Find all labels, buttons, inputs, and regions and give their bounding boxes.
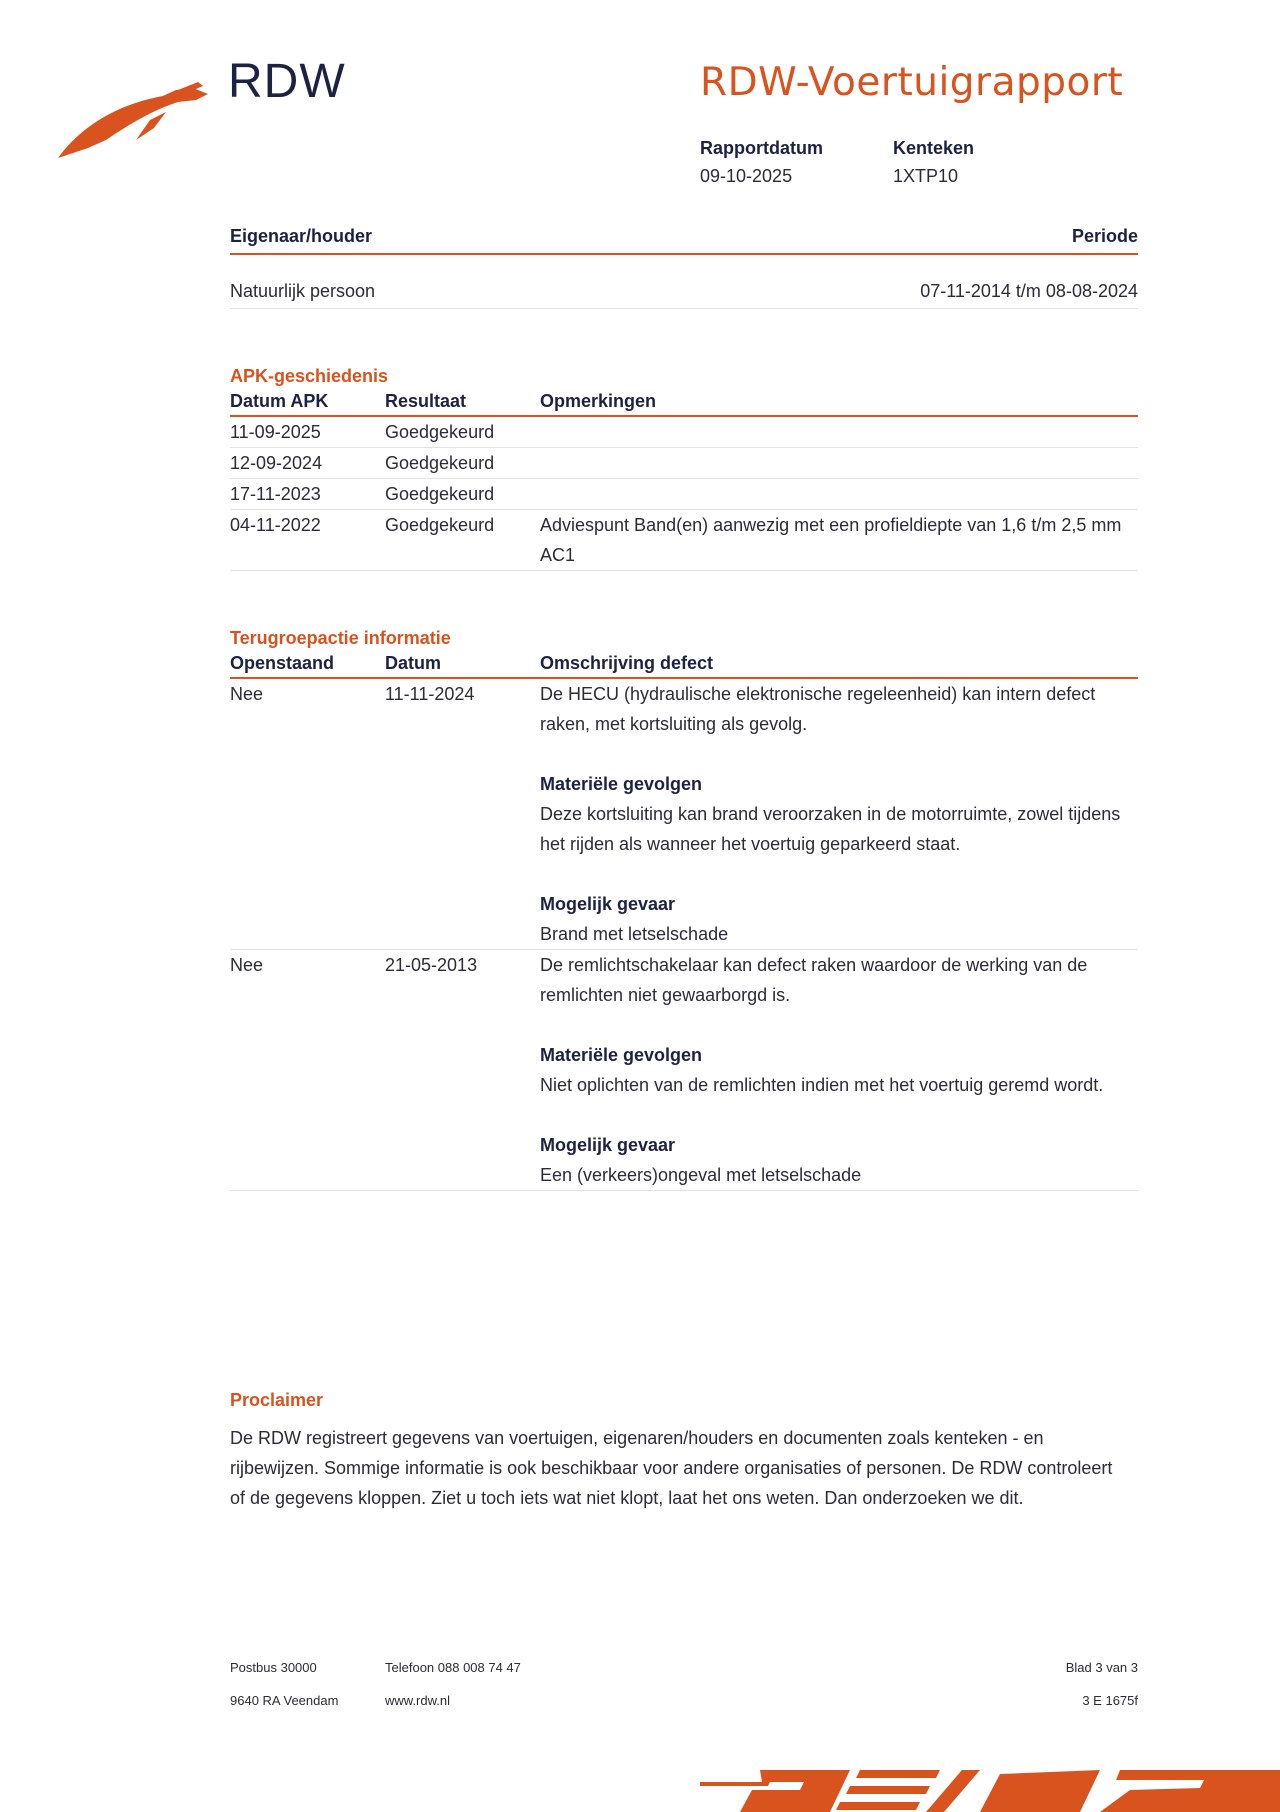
apk-date: 04-11-2022: [230, 515, 321, 535]
apk-remarks: [540, 417, 1138, 447]
recall-danger: Brand met letselschade: [540, 924, 729, 944]
apk-date: 17-11-2023: [230, 484, 321, 504]
plate-label: Kenteken: [893, 138, 975, 158]
recall-open: Nee: [230, 955, 264, 975]
recall-date: 11-11-2024: [385, 684, 475, 704]
danger-heading: Mogelijk gevaar: [540, 1135, 676, 1155]
period-label: Periode: [1071, 226, 1138, 246]
plate-value: 1XTP10: [893, 166, 959, 186]
disclaimer-title: Proclaimer: [230, 1390, 324, 1410]
report-date-value: 09-10-2025: [700, 166, 793, 186]
recall-open: Nee: [230, 684, 264, 704]
footer-phone: Telefoon 088 008 74 47: [385, 1660, 521, 1675]
apk-column-headers: [230, 391, 1138, 417]
apk-col-remarks: Opmerkingen: [540, 391, 657, 411]
apk-date: 11-09-2025: [230, 422, 321, 442]
table-row: [230, 510, 1138, 571]
apk-remarks: [540, 479, 1138, 509]
report-title: RDW-Voertuigrapport: [700, 60, 1124, 105]
apk-remarks: [540, 448, 1138, 478]
recall-col-description: Omschrijving defect: [540, 653, 714, 673]
rdw-footer-stripes-icon: [700, 1750, 1280, 1812]
owner-section: [230, 226, 1138, 309]
disclaimer-text: De RDW registreert gegevens van voertuigen, eigenaren/houders en documenten zoals kenteken - en rijbewijzen. Sommige informatie is ook beschikbaar voor andere organisaties of personen. De RDW controleert of de gegevens kloppen. Ziet u toch iets wat niet klopt, laat het ons weten. Dan onderzoeken we dit.: [230, 1428, 1113, 1508]
apk-section: [230, 366, 1138, 571]
recall-column-headers: [230, 653, 1138, 679]
apk-result: Goedgekeurd: [385, 515, 495, 535]
recall-col-open: Openstaand: [230, 653, 335, 673]
recall-consequences: Niet oplichten van de remlichten indien met het voertuig geremd wordt.: [540, 1075, 1104, 1095]
apk-result: Goedgekeurd: [385, 422, 495, 442]
recall-date: 21-05-2013: [385, 955, 478, 975]
disclaimer-section: [230, 1390, 1130, 1513]
footer-city: 9640 RA Veendam: [230, 1693, 339, 1708]
owner-header-row: [230, 226, 1138, 255]
recall-description: De HECU (hydraulische elektronische regeleenheid) kan intern defect raken, met kortsluiting als gevolg.: [540, 684, 1096, 734]
recall-consequences: Deze kortsluiting kan brand veroorzaken in de motorruimte, zowel tijdens het rijden als wanneer het voertuig geparkeerd staat.: [540, 804, 1121, 854]
recall-section: [230, 628, 1138, 1191]
owner-type: Natuurlijk persoon: [230, 281, 376, 301]
table-row: [230, 448, 1138, 479]
footer-code: 3 E 1675f: [1082, 1693, 1138, 1708]
apk-remarks: Adviespunt Band(en) aanwezig met een profieldiepte van 1,6 t/m 2,5 mm AC1: [540, 515, 1122, 565]
danger-heading: Mogelijk gevaar: [540, 894, 676, 914]
consequences-heading: Materiële gevolgen: [540, 774, 703, 794]
recall-danger: Een (verkeers)ongeval met letselschade: [540, 1165, 862, 1185]
table-row: [230, 479, 1138, 510]
report-date-label: Rapportdatum: [700, 138, 823, 158]
recall-details: [540, 679, 1138, 949]
apk-result: Goedgekeurd: [385, 484, 495, 504]
apk-date: 12-09-2024: [230, 453, 323, 473]
brand-name: RDW: [228, 55, 346, 108]
recall-col-date: Datum: [385, 653, 442, 673]
apk-col-result: Resultaat: [385, 391, 467, 411]
apk-col-date: Datum APK: [230, 391, 329, 411]
rdw-logo-icon: [58, 80, 208, 162]
consequences-heading: Materiële gevolgen: [540, 1045, 703, 1065]
footer-postbus: Postbus 30000: [230, 1660, 317, 1675]
table-row: [230, 679, 1138, 950]
apk-result: Goedgekeurd: [385, 453, 495, 473]
table-row: [230, 417, 1138, 448]
footer-page-number: Blad 3 van 3: [1065, 1660, 1138, 1675]
table-row: [230, 950, 1138, 1191]
recall-details: [540, 950, 1138, 1190]
recall-description: De remlichtschakelaar kan defect raken waardoor de werking van de remlichten niet gewaarborgd is.: [540, 955, 1088, 1005]
footer-website-link[interactable]: www.rdw.nl: [385, 1693, 451, 1708]
owner-row: [230, 255, 1138, 309]
recall-title: Terugroepactie informatie: [230, 628, 451, 648]
apk-title: APK-geschiedenis: [230, 366, 389, 386]
owner-period: 07-11-2014 t/m 08-08-2024: [920, 281, 1138, 301]
owner-label: Eigenaar/houder: [230, 226, 373, 246]
